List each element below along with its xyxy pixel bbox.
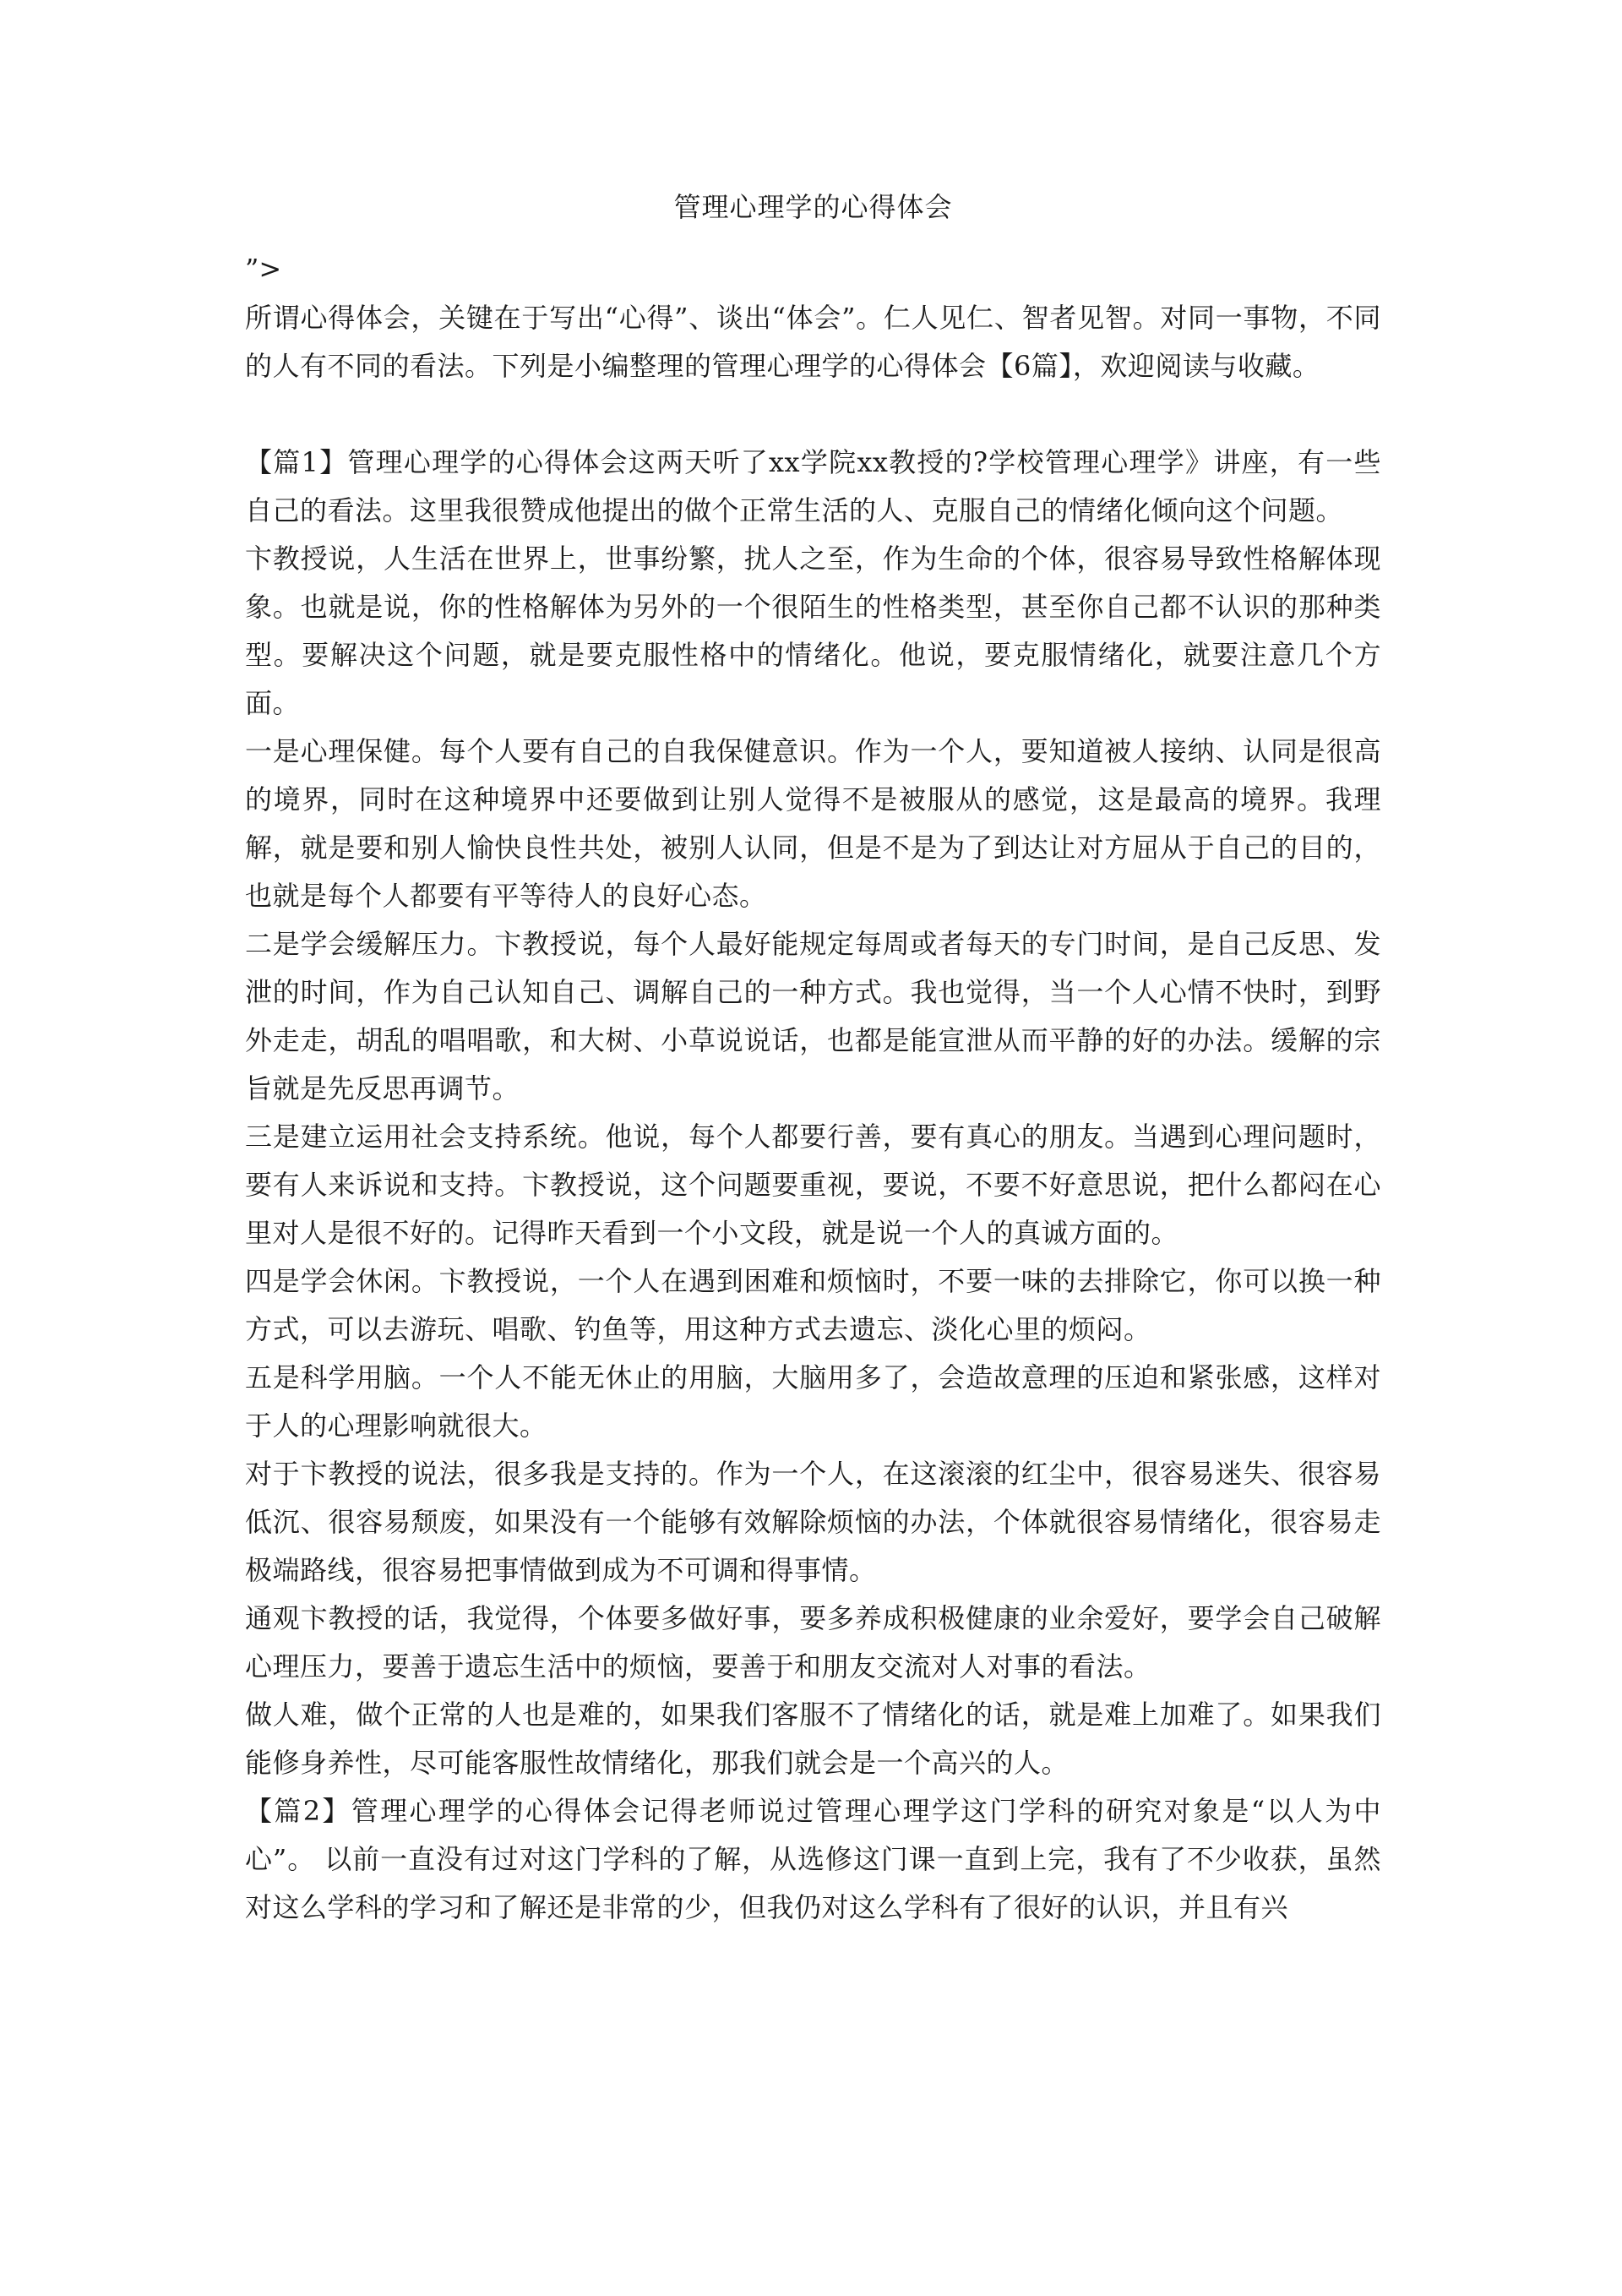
body-paragraph: 三是建立运用社会支持系统。他说，每个人都要行善，要有真心的朋友。当遇到心理问题时，要有人来诉说和支持。卞教授说，这个问题要重视，要说，不要不好意思说，把什么都闷在心里对人是很不好的。记得昨天看到一个小文段，就是说一个人的真诚方面的。 (245, 1121, 1381, 1249)
body-paragraph: 做人难，做个正常的人也是难的，如果我们客服不了情绪化的话，就是难上加难了。如果我们能修身养性，尽可能客服性故情绪化，那我们就会是一个高兴的人。 (245, 1699, 1381, 1779)
body-paragraph: 二是学会缓解压力。卞教授说，每个人最好能规定每周或者每天的专门时间，是自己反思、发泄的时间，作为自己认知自己、调解自己的一种方式。我也觉得，当一个人心情不快时，到野外走走，胡乱的唱唱歌，和大树、小草说说话，也都是能宣泄从而平静的好的办法。缓解的宗旨就是先反思再调节。 (245, 928, 1381, 1104)
body-paragraph: 【篇2】管理心理学的心得体会记得老师说过管理心理学这门学科的研究对象是“以人为中心”。 以前一直没有过对这门学科的了解，从选修这门课一直到上完，我有了不少收获，虽然对这么学科的学习和了解还是非常的少，但我仍对这么学科有了很好的认识，并且有兴 (245, 1795, 1381, 1923)
document-title: 管理心理学的心得体会 (673, 191, 953, 223)
body-paragraph: 【篇1】管理心理学的心得体会这两天听了xx学院xx教授的?学校管理心理学》讲座，有一些自己的看法。这里我很赞成他提出的做个正常生活的人、克服自己的情绪化倾向这个问题。 (245, 446, 1381, 526)
body-paragraph: 卞教授说，人生活在世界上，世事纷繁，扰人之至，作为生命的个体，很容易导致性格解体现象。也就是说，你的性格解体为另外的一个很陌生的性格类型，甚至你自己都不认识的那种类型。要解决这个问题，就是要克服性格中的情绪化。他说，要克服情绪化，就要注意几个方面。 (245, 543, 1381, 719)
body-paragraph: 通观卞教授的话，我觉得，个体要多做好事，要多养成积极健康的业余爱好，要学会自己破解心理压力，要善于遗忘生活中的烦恼，要善于和朋友交流对人对事的看法。 (245, 1602, 1381, 1682)
body-paragraph: 一是心理保健。每个人要有自己的自我保健意识。作为一个人，要知道被人接纳、认同是很高的境界，同时在这种境界中还要做到让别人觉得不是被服从的感觉，这是最高的境界。我理解，就是要和别人愉快良性共处，被别人认同，但是不是为了到达让对方屈从于自己的目的，也就是每个人都要有平等待人的良好心态。 (245, 735, 1381, 912)
body-paragraph: 五是科学用脑。一个人不能无休止的用脑，大脑用多了，会造故意理的压迫和紧张感，这样对于人的心理影响就很大。 (245, 1361, 1381, 1442)
document-page (245, 190, 1381, 1932)
paragraph-gap (245, 390, 1381, 439)
stray-mark: ”> (245, 253, 282, 285)
body-paragraph: 四是学会休闲。卞教授说，一个人在遇到困难和烦恼时，不要一味的去排除它，你可以换一种方式，可以去游玩、唱歌、钓鱼等，用这种方式去遗忘、淡化心里的烦闷。 (245, 1265, 1381, 1345)
body-paragraph: 对于卞教授的说法，很多我是支持的。作为一个人，在这滚滚的红尘中，很容易迷失、很容易低沉、很容易颓废，如果没有一个能够有效解除烦恼的办法，个体就很容易情绪化，很容易走极端路线，很容易把事情做到成为不可调和得事情。 (245, 1458, 1381, 1586)
intro-paragraph: 所谓心得体会，关键在于写出“心得”、谈出“体会”。仁人见仁、智者见智。对同一事物，不同的人有不同的看法。下列是小编整理的管理心理学的心得体会【6篇】，欢迎阅读与收藏。 (245, 302, 1381, 382)
